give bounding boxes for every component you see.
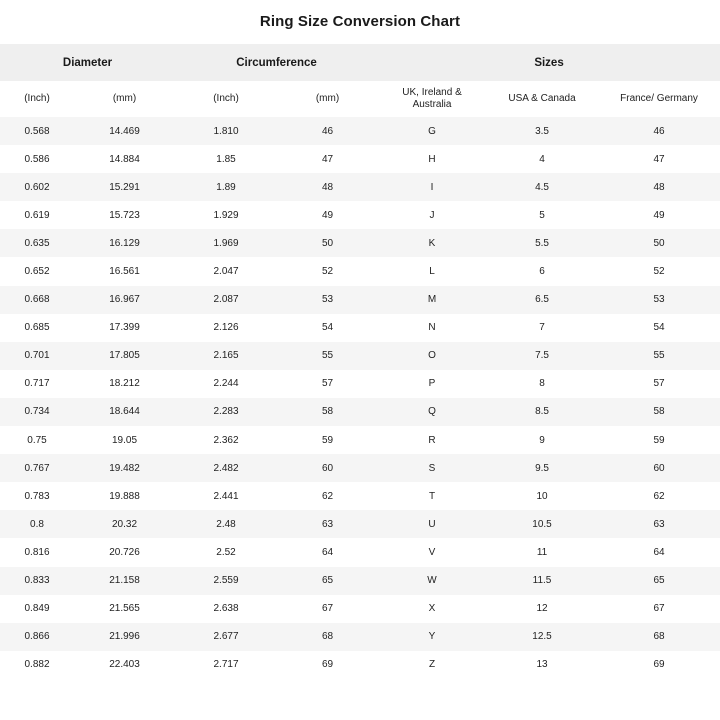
cell-circumference-inch: 2.362 bbox=[213, 434, 239, 446]
cell-size-uk: Q bbox=[428, 406, 436, 418]
subheader-diameter-mm: (mm) bbox=[112, 92, 137, 104]
cell-circumference-inch: 2.047 bbox=[213, 266, 239, 278]
cell-circumference-inch: 2.717 bbox=[213, 659, 239, 671]
cell-diameter-inch: 0.619 bbox=[24, 209, 50, 221]
cell-size-uk: G bbox=[428, 125, 436, 137]
table-row bbox=[0, 229, 720, 257]
group-header-circumference: Circumference bbox=[236, 56, 317, 69]
cell-circumference-inch: 2.126 bbox=[213, 322, 239, 334]
cell-size-uk: O bbox=[428, 350, 436, 362]
cell-size-uk: H bbox=[428, 153, 436, 165]
cell-size-uk: K bbox=[428, 237, 436, 249]
cell-diameter-mm: 17.805 bbox=[109, 350, 140, 362]
cell-size-france: 55 bbox=[653, 350, 665, 362]
cell-circumference-mm: 64 bbox=[321, 546, 334, 558]
cell-size-france: 63 bbox=[653, 518, 665, 530]
table-row bbox=[0, 567, 720, 595]
cell-circumference-mm: 68 bbox=[321, 631, 334, 643]
cell-size-france: 59 bbox=[653, 434, 665, 446]
cell-circumference-inch: 1.810 bbox=[213, 125, 239, 137]
cell-size-usa: 12 bbox=[536, 603, 548, 615]
cell-diameter-inch: 0.833 bbox=[24, 575, 50, 587]
table-row bbox=[0, 651, 720, 679]
cell-circumference-mm: 69 bbox=[321, 659, 334, 671]
cell-diameter-inch: 0.866 bbox=[24, 631, 50, 643]
cell-circumference-mm: 53 bbox=[321, 294, 334, 306]
cell-size-uk: J bbox=[429, 209, 435, 221]
cell-diameter-mm: 16.561 bbox=[109, 266, 140, 278]
cell-diameter-mm: 21.158 bbox=[109, 575, 140, 587]
table-row bbox=[0, 538, 720, 566]
subheader-size-usa: USA & Canada bbox=[508, 92, 576, 104]
subheader-circumference-inch: (Inch) bbox=[213, 92, 239, 104]
cell-size-france: 47 bbox=[653, 153, 665, 165]
cell-diameter-inch: 0.602 bbox=[24, 181, 50, 193]
cell-diameter-mm: 18.644 bbox=[109, 406, 140, 418]
cell-size-france: 62 bbox=[653, 490, 665, 502]
cell-size-uk: P bbox=[428, 378, 436, 390]
cell-circumference-mm: 59 bbox=[321, 434, 334, 446]
cell-circumference-inch: 1.929 bbox=[213, 209, 239, 221]
cell-size-usa: 11.5 bbox=[532, 575, 552, 587]
cell-size-usa: 4.5 bbox=[535, 181, 549, 193]
cell-size-usa: 13 bbox=[536, 659, 548, 671]
cell-diameter-mm: 16.129 bbox=[109, 237, 140, 249]
cell-size-france: 64 bbox=[653, 546, 665, 558]
cell-diameter-inch: 0.882 bbox=[24, 659, 50, 671]
cell-size-usa: 10 bbox=[536, 490, 548, 502]
cell-circumference-mm: 47 bbox=[321, 153, 334, 165]
cell-circumference-mm: 50 bbox=[321, 237, 334, 249]
subheader-size-france: France/ Germany bbox=[620, 92, 698, 104]
cell-size-usa: 4 bbox=[539, 153, 545, 165]
cell-size-france: 54 bbox=[653, 322, 665, 334]
cell-diameter-inch: 0.783 bbox=[24, 490, 50, 502]
cell-diameter-mm: 22.403 bbox=[109, 659, 140, 671]
table-row bbox=[0, 286, 720, 314]
cell-circumference-mm: 67 bbox=[321, 603, 334, 615]
cell-diameter-mm: 18.212 bbox=[109, 378, 140, 390]
cell-size-uk: W bbox=[427, 575, 437, 587]
table-row bbox=[0, 454, 720, 482]
table-row bbox=[0, 398, 720, 426]
cell-circumference-mm: 55 bbox=[321, 350, 334, 362]
cell-circumference-mm: 48 bbox=[321, 181, 334, 193]
cell-circumference-mm: 46 bbox=[321, 125, 334, 137]
cell-circumference-inch: 2.52 bbox=[216, 546, 236, 558]
table-row bbox=[0, 623, 720, 651]
page-title: Ring Size Conversion Chart bbox=[259, 13, 461, 30]
subheader-size-uk: UK, Ireland & Australia bbox=[402, 86, 462, 110]
cell-circumference-inch: 1.89 bbox=[216, 181, 236, 193]
cell-diameter-inch: 0.8 bbox=[30, 518, 44, 530]
cell-size-france: 68 bbox=[653, 631, 665, 643]
group-header-sizes: Sizes bbox=[534, 56, 564, 69]
cell-circumference-mm: 60 bbox=[321, 462, 334, 474]
cell-size-usa: 7.5 bbox=[535, 350, 549, 362]
cell-size-usa: 9 bbox=[539, 434, 545, 446]
table-row bbox=[0, 314, 720, 342]
cell-size-usa: 8.5 bbox=[535, 406, 549, 418]
subheader-diameter-inch: (Inch) bbox=[24, 92, 50, 104]
cell-size-usa: 3.5 bbox=[535, 125, 549, 137]
table-subheader-row bbox=[0, 81, 720, 117]
cell-size-usa: 11 bbox=[536, 546, 548, 558]
cell-diameter-mm: 19.05 bbox=[111, 434, 138, 446]
subheader-circumference-mm: (mm) bbox=[315, 92, 340, 104]
cell-diameter-mm: 19.888 bbox=[109, 490, 140, 502]
cell-size-usa: 9.5 bbox=[535, 462, 549, 474]
cell-size-france: 50 bbox=[653, 237, 665, 249]
cell-circumference-inch: 2.087 bbox=[213, 294, 239, 306]
cell-diameter-mm: 17.399 bbox=[109, 322, 140, 334]
cell-diameter-mm: 14.469 bbox=[109, 125, 140, 137]
cell-circumference-inch: 2.441 bbox=[213, 490, 239, 502]
cell-diameter-mm: 15.291 bbox=[109, 181, 140, 193]
cell-size-france: 65 bbox=[653, 575, 665, 587]
cell-size-france: 57 bbox=[653, 378, 665, 390]
cell-size-usa: 12.5 bbox=[532, 631, 552, 643]
cell-size-usa: 6.5 bbox=[535, 294, 549, 306]
cell-circumference-mm: 62 bbox=[321, 490, 334, 502]
cell-size-usa: 5.5 bbox=[535, 237, 549, 249]
table-row bbox=[0, 257, 720, 285]
cell-size-uk: Z bbox=[428, 659, 436, 671]
cell-circumference-inch: 2.165 bbox=[213, 350, 239, 362]
cell-circumference-mm: 65 bbox=[321, 575, 334, 587]
cell-diameter-mm: 20.726 bbox=[109, 546, 140, 558]
cell-circumference-inch: 2.677 bbox=[213, 631, 239, 643]
cell-diameter-inch: 0.635 bbox=[24, 237, 50, 249]
cell-size-france: 48 bbox=[653, 181, 665, 193]
table-row bbox=[0, 117, 720, 145]
cell-size-france: 67 bbox=[653, 603, 665, 615]
cell-circumference-mm: 58 bbox=[321, 406, 334, 418]
table-row bbox=[0, 173, 720, 201]
cell-diameter-inch: 0.701 bbox=[24, 350, 50, 362]
table-row bbox=[0, 482, 720, 510]
cell-size-uk: X bbox=[428, 603, 436, 615]
cell-circumference-inch: 1.969 bbox=[213, 237, 239, 249]
table-row bbox=[0, 510, 720, 538]
ring-size-conversion-table bbox=[0, 44, 720, 679]
table-row bbox=[0, 201, 720, 229]
cell-size-usa: 5 bbox=[539, 209, 545, 221]
cell-size-france: 46 bbox=[653, 125, 665, 137]
cell-size-usa: 10.5 bbox=[532, 518, 552, 530]
cell-diameter-mm: 14.884 bbox=[109, 153, 140, 165]
cell-diameter-inch: 0.685 bbox=[24, 322, 50, 334]
cell-size-uk: T bbox=[428, 490, 436, 502]
cell-size-france: 58 bbox=[653, 406, 665, 418]
cell-circumference-mm: 54 bbox=[321, 322, 334, 334]
table-group-header-row bbox=[0, 44, 720, 81]
cell-diameter-inch: 0.668 bbox=[24, 294, 50, 306]
cell-circumference-mm: 57 bbox=[321, 378, 334, 390]
cell-diameter-mm: 20.32 bbox=[111, 518, 138, 530]
cell-circumference-inch: 2.48 bbox=[216, 518, 236, 530]
cell-circumference-inch: 2.482 bbox=[213, 462, 239, 474]
cell-diameter-inch: 0.75 bbox=[27, 434, 47, 446]
cell-size-usa: 8 bbox=[539, 378, 545, 390]
cell-circumference-inch: 2.638 bbox=[213, 603, 239, 615]
cell-diameter-inch: 0.717 bbox=[24, 378, 50, 390]
cell-size-france: 49 bbox=[653, 209, 665, 221]
cell-size-france: 60 bbox=[653, 462, 665, 474]
cell-size-uk: M bbox=[427, 294, 437, 306]
cell-size-usa: 7 bbox=[539, 322, 545, 334]
cell-size-uk: S bbox=[428, 462, 436, 474]
cell-diameter-mm: 21.996 bbox=[109, 631, 140, 643]
cell-size-uk: L bbox=[429, 266, 435, 278]
cell-diameter-mm: 16.967 bbox=[109, 294, 140, 306]
table-row bbox=[0, 342, 720, 370]
cell-size-france: 53 bbox=[653, 294, 665, 306]
cell-size-uk: R bbox=[428, 434, 436, 446]
cell-diameter-mm: 15.723 bbox=[109, 209, 140, 221]
cell-size-france: 52 bbox=[653, 266, 665, 278]
cell-diameter-inch: 0.568 bbox=[24, 125, 50, 137]
cell-diameter-inch: 0.816 bbox=[24, 546, 50, 558]
group-header-diameter: Diameter bbox=[62, 56, 113, 69]
cell-diameter-mm: 21.565 bbox=[109, 603, 140, 615]
cell-diameter-inch: 0.734 bbox=[24, 406, 50, 418]
cell-size-uk: N bbox=[428, 322, 436, 334]
cell-circumference-inch: 2.559 bbox=[213, 575, 239, 587]
table-row bbox=[0, 145, 720, 173]
cell-size-uk: V bbox=[428, 546, 436, 558]
table-row bbox=[0, 370, 720, 398]
cell-size-usa: 6 bbox=[539, 266, 545, 278]
table-row bbox=[0, 426, 720, 454]
cell-size-uk: I bbox=[430, 181, 434, 193]
cell-size-france: 69 bbox=[653, 659, 665, 671]
cell-diameter-inch: 0.849 bbox=[24, 603, 50, 615]
cell-circumference-mm: 49 bbox=[321, 209, 334, 221]
cell-circumference-inch: 1.85 bbox=[216, 153, 236, 165]
cell-diameter-mm: 19.482 bbox=[109, 462, 140, 474]
cell-diameter-inch: 0.652 bbox=[24, 266, 50, 278]
table-row bbox=[0, 595, 720, 623]
cell-size-uk: U bbox=[428, 518, 436, 530]
cell-circumference-mm: 52 bbox=[321, 266, 334, 278]
cell-circumference-mm: 63 bbox=[321, 518, 334, 530]
cell-size-uk: Y bbox=[428, 631, 436, 643]
cell-circumference-inch: 2.244 bbox=[213, 378, 239, 390]
cell-diameter-inch: 0.586 bbox=[24, 153, 50, 165]
cell-diameter-inch: 0.767 bbox=[24, 462, 50, 474]
cell-circumference-inch: 2.283 bbox=[213, 406, 239, 418]
